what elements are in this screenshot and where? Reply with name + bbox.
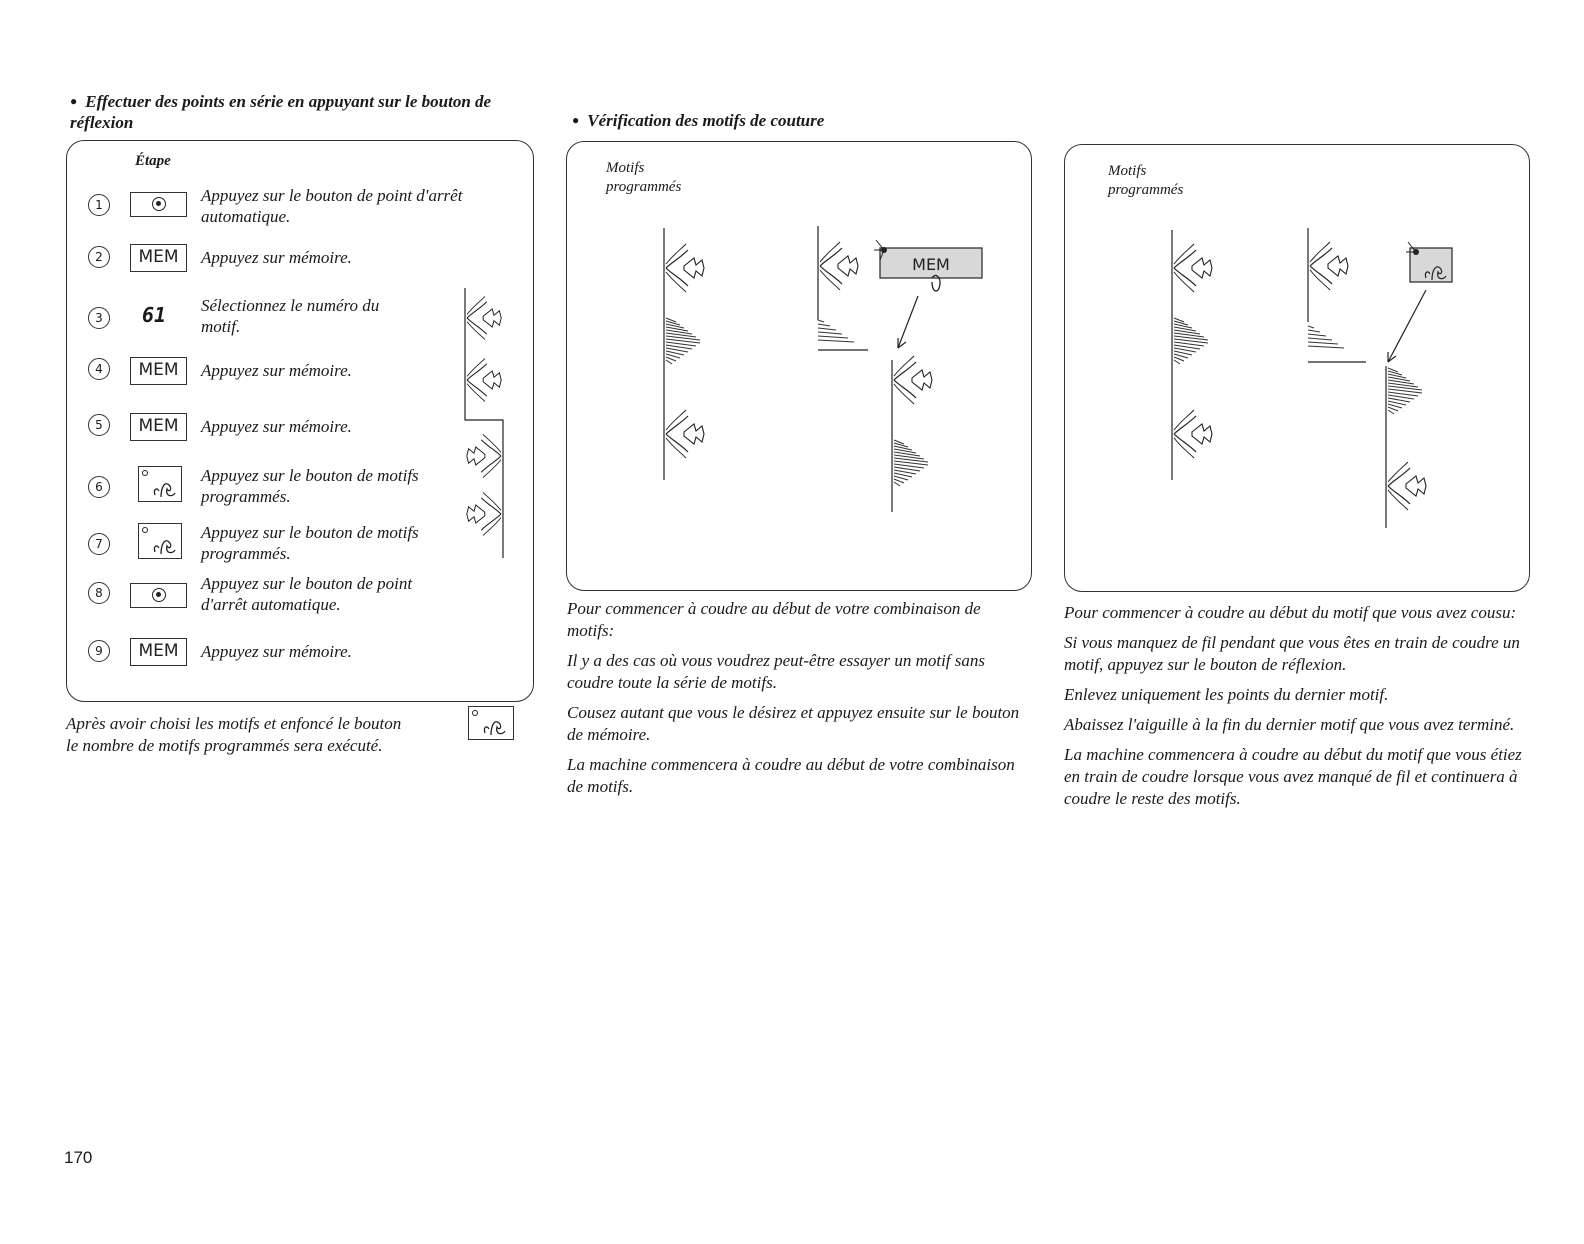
bullet-icon: ● <box>572 113 580 127</box>
right-paragraph: La machine commencera à coudre au début du motif que vous étiez en train de coudre lorsque vous avez manqué de fil et continuera à coudre le reste des motifs. <box>1064 745 1522 808</box>
stitch-illustration-left <box>455 288 525 568</box>
step-text: Appuyez sur le bouton de point d'arrêt automatique. <box>201 574 413 614</box>
step-number: 4 <box>88 358 110 380</box>
step-text: Appuyez sur le bouton de motifs programmés. <box>201 523 419 563</box>
middle-text <box>567 598 1032 806</box>
program-icon <box>469 707 515 741</box>
figure-label <box>1108 162 1183 200</box>
middle-heading-text: Vérification des motifs de couture <box>587 111 825 130</box>
step-text: Appuyez sur le bouton de point d'arrêt automatique. <box>201 186 463 226</box>
right-paragraph: Enlevez uniquement les points du dernier motif. <box>1064 685 1389 704</box>
step-number: 2 <box>88 246 110 268</box>
right-paragraph: Abaissez l'aiguille à la fin du dernier motif que vous avez terminé. <box>1064 715 1515 734</box>
pattern-number-display: 61 <box>142 303 167 327</box>
right-paragraph: Si vous manquez de fil pendant que vous êtes en train de coudre un motif, appuyez sur le bouton de réflexion. <box>1064 633 1520 674</box>
figure-label <box>606 159 681 197</box>
figure-label-line1: Motifs <box>606 160 645 176</box>
auto-stop-button[interactable] <box>130 192 187 217</box>
step-number: 6 <box>88 476 110 498</box>
mem-button[interactable]: MEM <box>130 638 187 666</box>
right-text <box>1064 602 1534 818</box>
left-footer <box>66 713 536 757</box>
left-heading <box>70 92 530 132</box>
left-heading-text: Effectuer des points en série en appuyant sur le bouton de réflexion <box>70 92 492 132</box>
auto-stop-button[interactable] <box>130 583 187 608</box>
step-number: 9 <box>88 640 110 662</box>
mem-button[interactable]: MEM <box>130 244 187 272</box>
step-number: 1 <box>88 194 110 216</box>
middle-heading <box>572 111 1032 132</box>
step-text: Appuyez sur mémoire. <box>201 361 352 380</box>
stitch-illustration-middle <box>580 220 1020 540</box>
step-number: 7 <box>88 533 110 555</box>
step-text: Appuyez sur mémoire. <box>201 417 352 436</box>
page-number: 170 <box>64 1148 93 1167</box>
stitch-illustration-right <box>1080 222 1520 542</box>
program-icon <box>139 467 183 503</box>
left-footer-line2: le nombre de motifs programmés sera exécuté. <box>66 736 383 755</box>
step-number: 8 <box>88 582 110 604</box>
step-text: Appuyez sur mémoire. <box>201 642 352 661</box>
bullet-icon: ● <box>70 94 78 108</box>
figure-mem-label: MEM <box>912 255 950 274</box>
step-number: 3 <box>88 307 110 329</box>
step-text: Appuyez sur le bouton de motifs programmés. <box>201 466 419 506</box>
program-icon <box>139 524 183 560</box>
middle-paragraph: La machine commencera à coudre au début de votre combinaison de motifs. <box>567 755 1015 796</box>
middle-paragraph: Il y a des cas où vous voudrez peut-être essayer un motif sans coudre toute la série de motifs. <box>567 651 985 692</box>
mem-button[interactable]: MEM <box>130 413 187 441</box>
right-paragraph: Pour commencer à coudre au début du motif que vous avez cousu: <box>1064 603 1517 622</box>
step-text: Appuyez sur mémoire. <box>201 248 352 267</box>
figure-label-line1: Motifs <box>1108 163 1147 179</box>
etape-label: Étape <box>135 153 171 169</box>
programmed-pattern-button[interactable] <box>138 466 182 502</box>
stop-icon <box>152 197 166 211</box>
middle-paragraph: Pour commencer à coudre au début de votre combinaison de motifs: <box>567 599 981 640</box>
mem-button[interactable]: MEM <box>130 357 187 385</box>
step-number: 5 <box>88 414 110 436</box>
programmed-pattern-button-inline[interactable] <box>468 706 514 740</box>
figure-label-line2: programmés <box>1108 182 1184 198</box>
middle-paragraph: Cousez autant que vous le désirez et appuyez ensuite sur le bouton de mémoire. <box>567 703 1020 744</box>
step-text: Sélectionnez le numéro du motif. <box>201 296 380 336</box>
stop-icon <box>152 588 166 602</box>
left-footer-line1: Après avoir choisi les motifs et enfoncé le bouton <box>66 714 402 733</box>
programmed-pattern-button[interactable] <box>138 523 182 559</box>
figure-label-line2: programmés <box>606 179 682 195</box>
